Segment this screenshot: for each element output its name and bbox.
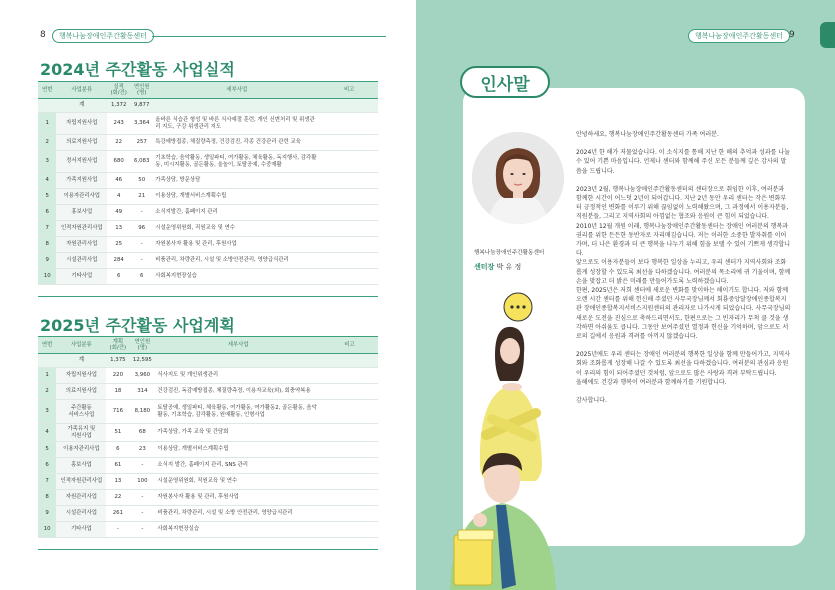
- cell-note: [320, 113, 378, 135]
- table-row: [38, 490, 378, 506]
- director-name: 박 유 정: [496, 263, 522, 271]
- cell-seq: 4: [38, 173, 56, 189]
- table-row: [38, 113, 378, 135]
- cell-persons: 21: [130, 189, 153, 205]
- section-title-2024: 2024년 주간활동 사업실적: [40, 60, 235, 79]
- cell-detail: 소식지발간, 홈페이지 관리: [153, 205, 320, 221]
- cell-persons: -: [130, 253, 153, 269]
- cell-count: 46: [107, 173, 130, 189]
- cell-seq: 9: [38, 253, 56, 269]
- cell-persons: 50: [130, 173, 153, 189]
- cell-persons: -: [129, 458, 155, 474]
- header-divider: [152, 36, 386, 37]
- letter-paragraph-4: 앞으로도 이용자분들이 보다 행복한 일상을 누리고, 우리 센터가 지역사회와 조화롭게 성장할 수 있도록 최선을 다하겠습니다. 여러분의 목소리에 귀 기울이며, 함께 손을 맞잡고 더 밝은 미래를 만들어가도록 노력하겠습니다.: [576, 259, 791, 285]
- table-row: [38, 189, 378, 205]
- director-photo: [472, 132, 564, 224]
- cell-note: [320, 221, 378, 237]
- cell-count: 220: [106, 368, 129, 384]
- cell-count: 6: [106, 442, 129, 458]
- cell-category: 계: [56, 354, 106, 368]
- cell-persons: 6: [130, 269, 153, 285]
- cell-persons: 68: [129, 424, 155, 442]
- cell-count: 18: [106, 384, 129, 400]
- cell-persons: 6,083: [130, 151, 153, 173]
- table-row: [38, 458, 378, 474]
- cell-note: [321, 424, 378, 442]
- letter-paragraph-1: 2024년 한 해가 저물었습니다. 이 소식지를 통해 지난 한 해의 추억과 성과를 나눌 수 있어 기쁜 마음입니다. 언제나 센터와 함께해 주신 모든 분들께 깊은 감사의 말씀을 드립니다.: [576, 149, 790, 175]
- cell-detail: 건강검진, 독감예방접종, 체질량측정, 이용자교육(외), 회충약복용: [155, 384, 321, 400]
- col-header-plan: 계획 (회/건): [106, 337, 129, 354]
- table-row: [38, 442, 378, 458]
- cell-seq: 6: [38, 458, 56, 474]
- cell-seq: 8: [38, 237, 56, 253]
- cell-detail: 이용상담, 개별서비스계획수립: [153, 189, 320, 205]
- cell-category: 자원관리사업: [56, 490, 106, 506]
- cell-seq: 10: [38, 522, 56, 538]
- table-row: [38, 221, 378, 237]
- cell-seq: 9: [38, 506, 56, 522]
- cell-category: 가족유지 및 지원사업: [56, 424, 106, 442]
- cell-seq: 3: [38, 400, 56, 424]
- page-number-right: 9: [789, 30, 795, 40]
- cell-seq: [38, 354, 56, 368]
- cell-persons: -: [129, 506, 155, 522]
- cell-detail: 사회복지현장실습: [155, 522, 321, 538]
- table-row: [38, 205, 378, 221]
- cell-detail: 가족상담, 방문상담: [153, 173, 320, 189]
- director-signature: [474, 262, 521, 272]
- cell-persons: 3,960: [129, 368, 155, 384]
- cell-persons: 257: [130, 135, 153, 151]
- cell-count: -: [106, 522, 129, 538]
- col-header-seq: 연번: [38, 82, 56, 99]
- cell-note: [320, 173, 378, 189]
- cell-category: 자립지원사업: [56, 368, 106, 384]
- page-number-left: 8: [40, 30, 46, 40]
- total-row: [38, 354, 378, 368]
- table-row: [38, 237, 378, 253]
- cell-note: [321, 522, 378, 538]
- letter-body: [576, 130, 791, 405]
- cell-category: 계: [56, 99, 107, 113]
- cell-count: 4: [107, 189, 130, 205]
- cell-detail: 올바른 식습관 형성 및 바른 식사예절 훈련, 개인 신변처리 및 위생관리 지도, 구강 위생관리 지도: [153, 113, 320, 135]
- cell-count: 716: [106, 400, 129, 424]
- cell-category: 인적자원관리사업: [56, 474, 106, 490]
- cell-persons: -: [130, 237, 153, 253]
- cell-category: 인적자원관리사업: [56, 221, 107, 237]
- cell-detail: 비품관리, 차량관리, 시설 및 소방안전관리, 영양급식관리: [153, 253, 320, 269]
- cell-detail: 시설운영위원회, 직원교육 및 연수: [155, 474, 321, 490]
- cell-persons: -: [129, 490, 155, 506]
- table-row: [38, 384, 378, 400]
- cell-category: 이용자관리사업: [56, 442, 106, 458]
- col-header-category: 사업분류: [56, 82, 107, 99]
- letter-paragraph-7: 올해에도 건강과 행복이 여러분과 함께하기를 기원합니다.: [576, 378, 727, 386]
- cell-category: 의료지원사업: [56, 135, 107, 151]
- cell-seq: 3: [38, 151, 56, 173]
- cell-count: 22: [107, 135, 130, 151]
- cell-persons: -: [129, 522, 155, 538]
- cell-count: 61: [106, 458, 129, 474]
- table-row: [38, 135, 378, 151]
- cell-detail: 특강예방접종, 체질량측정, 건강검진, 각종 건강관리 관련 교육: [153, 135, 320, 151]
- cell-note: [321, 400, 378, 424]
- cell-seq: 8: [38, 490, 56, 506]
- letter-paragraph-2: 2023년 2월, 행복나눔장애인주간활동센터의 센터장으로 취임한 이후, 여러분과 함께한 시간이 어느덧 2년이 되어갑니다. 지난 2년 동안 우리 센터는 작은 변화부터 긍정적인 변화를 이루기 위해 끊임없이 노력해왔으며, 그 과정에서 이용자분들, 직원분들, 그리고 지역사회의 아낌없는 협조와 응원이 큰 힘이 되었습니다.: [576, 185, 789, 221]
- cell-count: 6: [107, 269, 130, 285]
- cell-count: 1,372: [107, 99, 130, 113]
- col-header-actual: 실적 (회/건): [107, 82, 130, 99]
- table-row: [38, 522, 378, 538]
- table-row: [38, 424, 378, 442]
- col-header-detail: 세부사업: [153, 82, 320, 99]
- cell-detail: 이용상담, 개별서비스계획수립: [155, 442, 321, 458]
- cell-note: [321, 506, 378, 522]
- director-title: 센터장: [474, 263, 495, 271]
- cell-note: [320, 253, 378, 269]
- cell-count: 1,375: [106, 354, 129, 368]
- cell-count: 680: [107, 151, 130, 173]
- col-header-note: 비고: [321, 337, 378, 354]
- cell-category: 주간활동 서비스사업: [56, 400, 106, 424]
- col-header-note: 비고: [320, 82, 378, 99]
- cell-note: [321, 474, 378, 490]
- cell-count: 13: [106, 474, 129, 490]
- cell-category: 기타사업: [56, 522, 106, 538]
- cell-persons: 9,877: [130, 99, 153, 113]
- cell-detail: 기초학습, 음악활동, 생일파티, 여가활동, 체육활동, 독지행사, 감각활동, 미시지활동, 골든활동, 울놀이, 토탈공예, 수중재활: [153, 151, 320, 173]
- col-header-seq: 연번: [38, 337, 56, 354]
- cell-category: 홍보사업: [56, 458, 106, 474]
- table-row: [38, 269, 378, 285]
- cell-persons: 96: [130, 221, 153, 237]
- cell-count: 243: [107, 113, 130, 135]
- cell-category: 가족지원사업: [56, 173, 107, 189]
- cell-category: 기타사업: [56, 269, 107, 285]
- cell-count: 22: [106, 490, 129, 506]
- table-2024-bottom-rule: [38, 296, 378, 297]
- cell-category: 의료지원사업: [56, 384, 106, 400]
- header-label-left: 행복나눔장애인주간활동센터: [52, 29, 154, 43]
- greeting-title: 인사말: [460, 66, 550, 98]
- cell-seq: 10: [38, 269, 56, 285]
- letter-closing: 감사합니다.: [576, 397, 607, 405]
- cell-seq: 2: [38, 135, 56, 151]
- cell-persons: 100: [129, 474, 155, 490]
- table-row: [38, 151, 378, 173]
- left-page: [0, 0, 416, 590]
- cell-note: [321, 458, 378, 474]
- col-header-persons: 연인원 (명): [129, 337, 155, 354]
- header-label-right: 행복나눔장애인주간활동센터: [688, 29, 790, 43]
- table-2025: [38, 336, 378, 538]
- cell-category: 시설관리사업: [56, 253, 107, 269]
- cell-category: 이용자관리사업: [56, 189, 107, 205]
- table-row: [38, 368, 378, 384]
- cell-note: [320, 269, 378, 285]
- cell-detail: 자원봉사자 활용 및 관리, 후원사업: [155, 490, 321, 506]
- cell-note: [320, 237, 378, 253]
- cell-seq: [38, 99, 56, 113]
- cell-seq: 5: [38, 189, 56, 205]
- cell-count: 284: [107, 253, 130, 269]
- letter-paragraph-3: 2010년 12월 개원 이래, 행복나눔장애인주간활동센터는 장애인 여러분의 행복과 권리를 위한 든든한 동반자로 자리매김습니다. 저는 이러한 소중한 발자취를 이어가며, 더 나은 환경과 더 큰 행복을 나누기 위해 힘을 보탤 수 있어 기쁘게 생각합니다.: [576, 222, 791, 258]
- section-title-2025: 2025년 주간활동 사업계획: [40, 316, 235, 335]
- cell-detail: 자원봉사자 활용 및 관리, 후원사업: [153, 237, 320, 253]
- col-header-category: 사업분류: [56, 337, 106, 354]
- cell-category: 정서지원사업: [56, 151, 107, 173]
- cell-detail: 비품관리, 차량관리, 시설 및 소방 안전관리, 영양급식관리: [155, 506, 321, 522]
- cell-persons: 3,364: [130, 113, 153, 135]
- cell-note: [321, 490, 378, 506]
- cell-note: [321, 368, 378, 384]
- cell-detail: 식사지도 및 개인위생관리: [155, 368, 321, 384]
- cell-note: [321, 354, 378, 368]
- cell-note: [320, 189, 378, 205]
- cell-detail: 시설운영위원회, 직원교육 및 연수: [153, 221, 320, 237]
- org-name: 행복나눔장애인주간활동센터: [474, 250, 545, 256]
- cell-seq: 1: [38, 113, 56, 135]
- cell-detail: 사회복지현장실습: [153, 269, 320, 285]
- col-header-persons: 연인원 (명): [130, 82, 153, 99]
- total-row: [38, 99, 378, 113]
- cell-detail: 토탈공예, 생일파티, 체육활동, 여가활동, 여가활동2, 골든활동, 음악활동, 기초학습, 감각활동, 원예활동, 인형사업: [155, 400, 321, 424]
- page-tab-marker: [820, 22, 835, 48]
- table-row: [38, 400, 378, 424]
- cell-seq: 5: [38, 442, 56, 458]
- cell-note: [320, 205, 378, 221]
- cell-count: 49: [107, 205, 130, 221]
- cell-seq: 4: [38, 424, 56, 442]
- cell-note: [321, 384, 378, 400]
- table-2025-bottom-rule: [38, 549, 378, 550]
- letter-paragraph-5: 한편, 2025년은 저희 센터에 새로운 변화를 맞이하는 해이기도 합니다. 저와 함께 오랜 시간 센터를 위해 헌신해 주셨던 사무국장님께서 회룡중앙달장애인종합복지관 장애인종합복지서비스지원센터의 관리자로 나가시게 되었습니다. 사무국장님의 새로운 도전을 진심으로 축하드리면서도, 한편으로는 그 빈자리가 무척 클 것을 생각하면 아쉬움도 큽니다. 그동안 보여주셨던 열정과 헌신을 기억하며, 앞으로도 서로의 길에서 응원과 격려를 아끼지 않겠습니다.: [576, 287, 791, 341]
- cell-count: 261: [106, 506, 129, 522]
- cell-count: 13: [107, 221, 130, 237]
- cell-seq: 6: [38, 205, 56, 221]
- cell-detail: [155, 354, 321, 368]
- cell-persons: 12,595: [129, 354, 155, 368]
- cell-note: [320, 135, 378, 151]
- table-row: [38, 474, 378, 490]
- cell-note: [320, 99, 378, 113]
- cell-detail: 가족상담, 가족 교육 및 간담회: [155, 424, 321, 442]
- cell-note: [320, 151, 378, 173]
- cell-category: 자립지원사업: [56, 113, 107, 135]
- cell-persons: 23: [129, 442, 155, 458]
- cell-seq: 7: [38, 474, 56, 490]
- cell-note: [321, 442, 378, 458]
- cell-persons: -: [130, 205, 153, 221]
- cell-persons: 314: [129, 384, 155, 400]
- cell-seq: 7: [38, 221, 56, 237]
- cell-detail: 소식지 발간, 홈페이지 관리, SNS 관리: [155, 458, 321, 474]
- table-row: [38, 173, 378, 189]
- cell-category: 자원관리사업: [56, 237, 107, 253]
- col-header-detail: 세부사업: [155, 337, 321, 354]
- cell-category: 시설관리사업: [56, 506, 106, 522]
- table-row: [38, 506, 378, 522]
- cell-persons: 8,180: [129, 400, 155, 424]
- table-2024: [38, 81, 378, 285]
- cell-seq: 2: [38, 384, 56, 400]
- cell-detail: [153, 99, 320, 113]
- letter-paragraph-6: 2025년에도 우리 센터는 장애인 여러분의 행복한 일상을 함께 만들어가고, 지역사회와 조화롭게 성장해 나갈 수 있도록 최선을 다하겠습니다. 여러분의 관심과 응원이 우리의 힘이 되어주셨던 것처럼, 앞으로도 많은 사랑과 격려 부탁드립니다.: [576, 351, 791, 377]
- table-row: [38, 253, 378, 269]
- portrait-illustration: [472, 132, 564, 224]
- cell-count: 51: [106, 424, 129, 442]
- cell-category: 홍보사업: [56, 205, 107, 221]
- cell-seq: 1: [38, 368, 56, 384]
- people-illustration: [440, 285, 580, 590]
- letter-salutation: 안녕하세요, 행복나눔장애인주간활동센터 가족 여러분.: [576, 131, 719, 138]
- cell-count: 25: [107, 237, 130, 253]
